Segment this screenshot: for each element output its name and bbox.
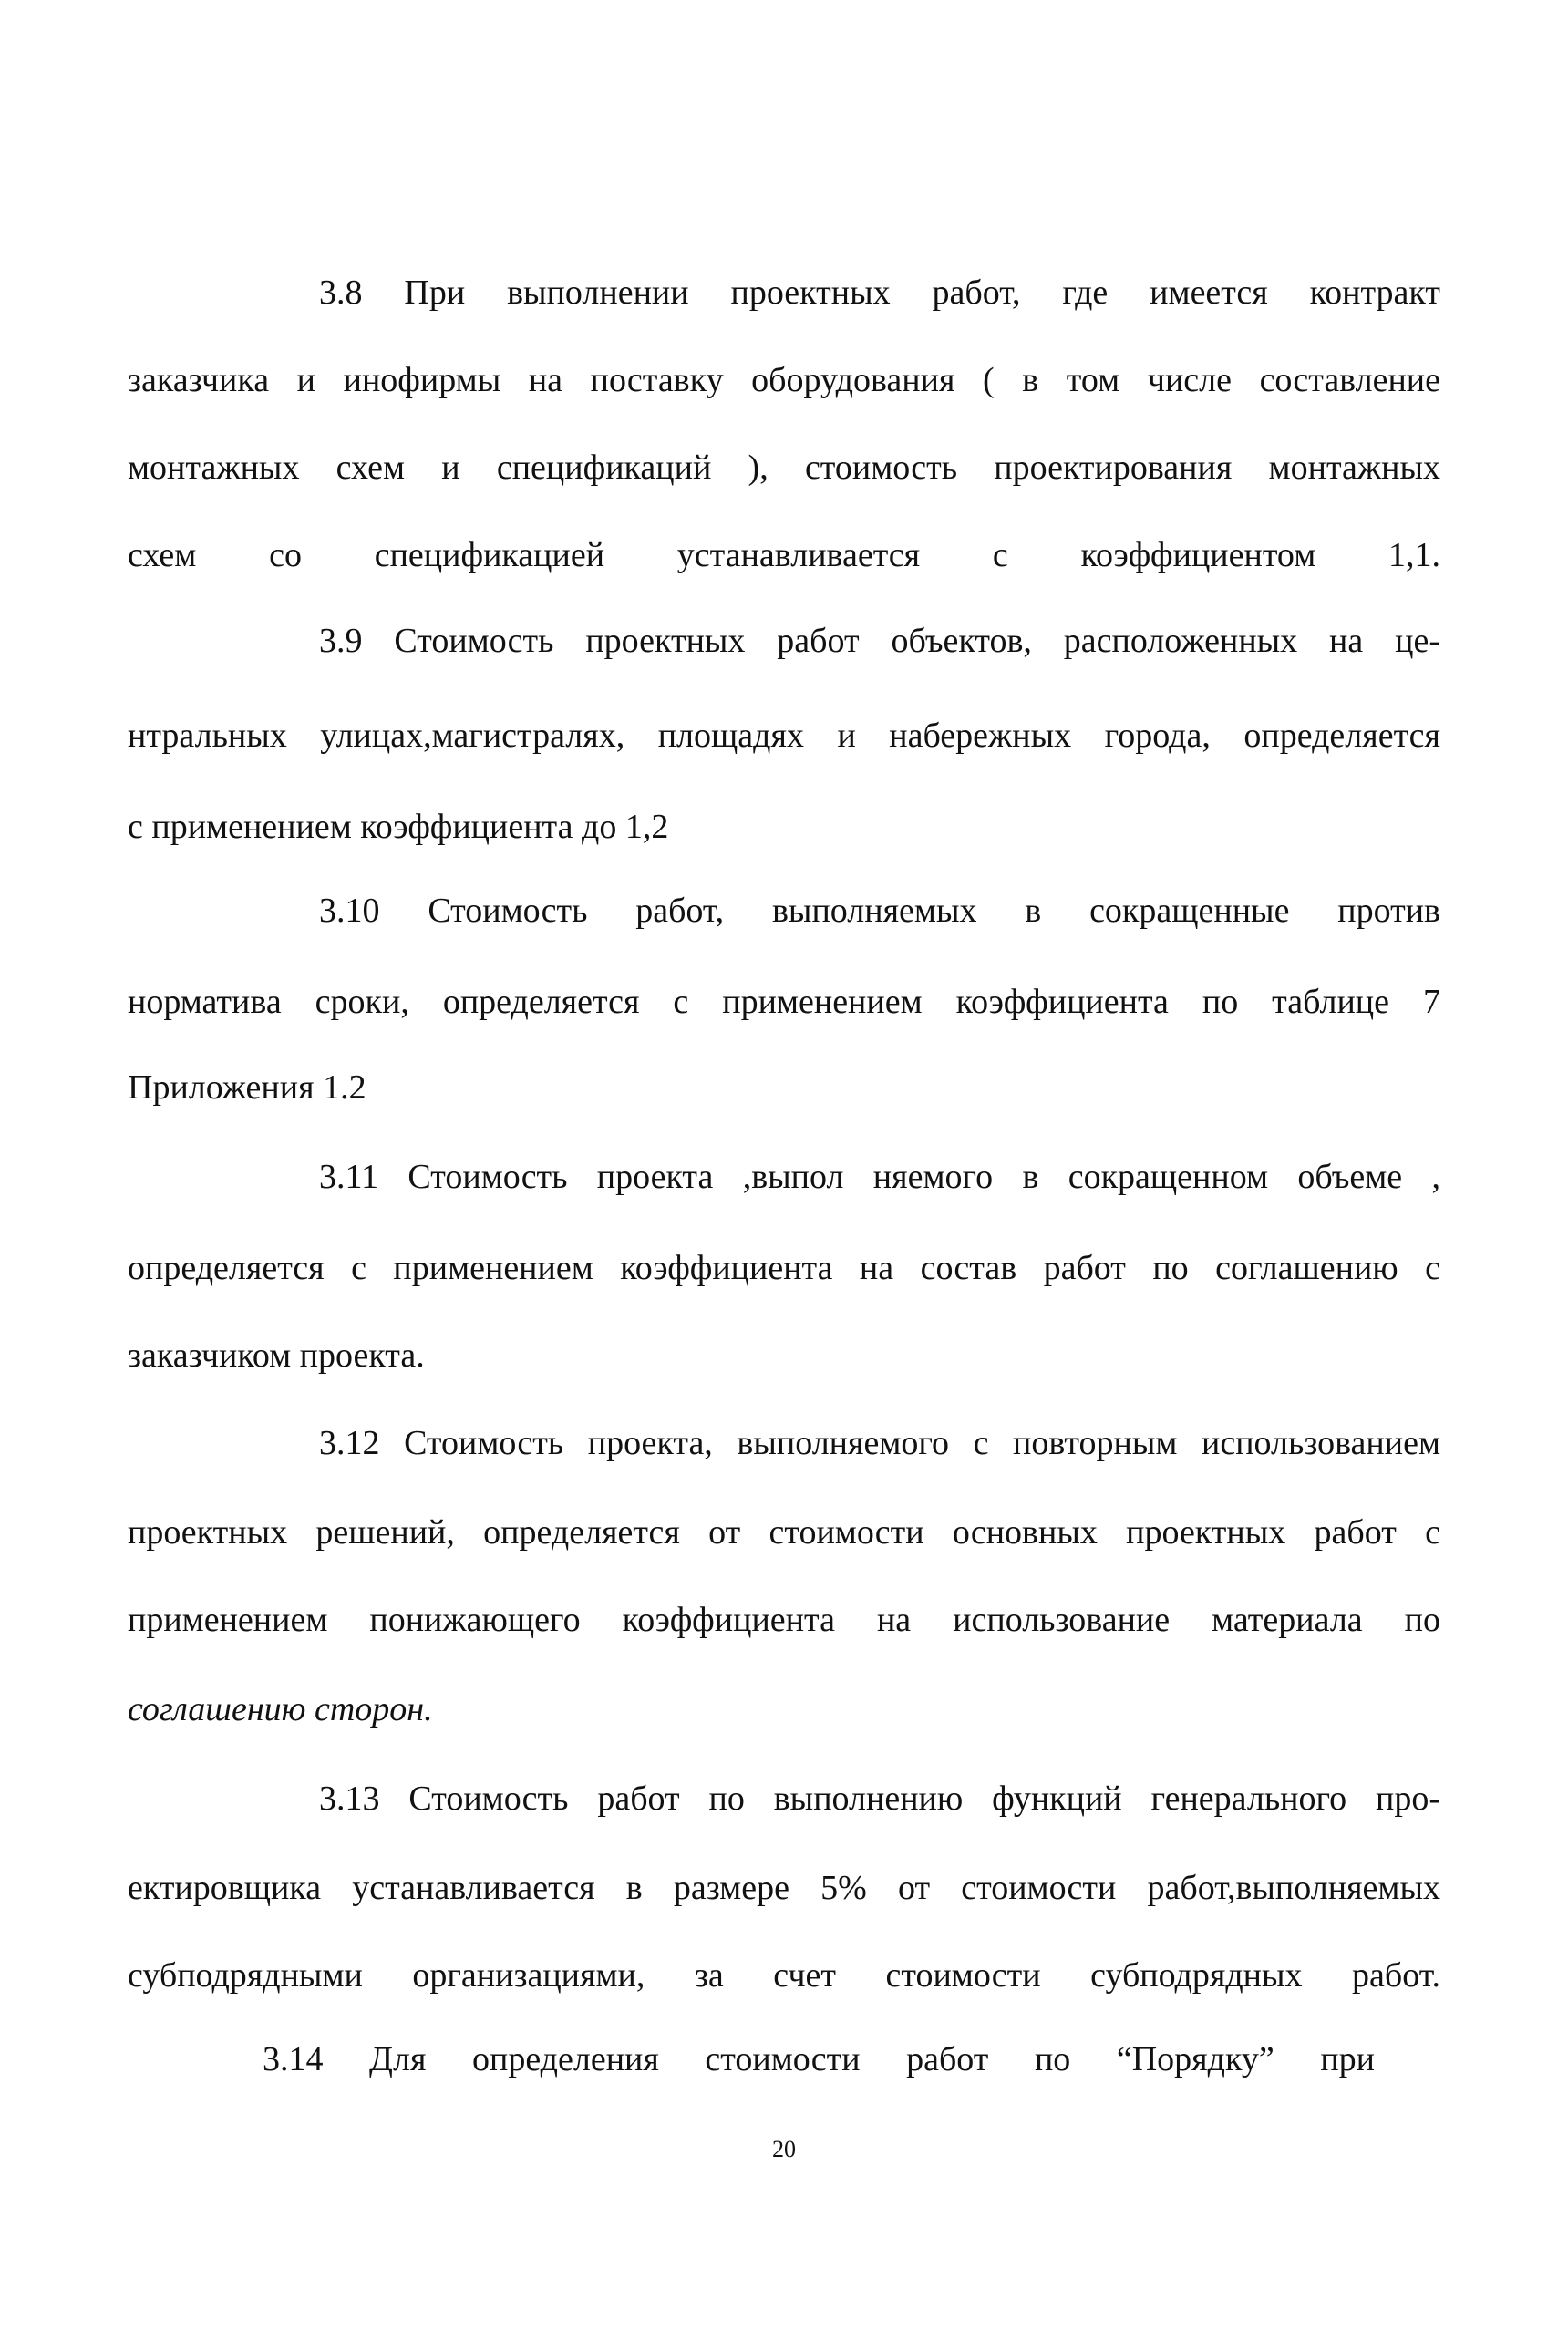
paragraph-3-10-line-3: Приложения 1.2	[128, 1068, 366, 1107]
paragraph-3-12-line-3: применением понижающего коэффициента на использование материала по	[128, 1601, 1440, 1639]
paragraph-3-8-line-4: схем со спецификацией устанавливается с коэффициентом 1,1.	[128, 536, 1440, 574]
paragraph-3-10-line-2: норматива сроки, определяется с применением коэффициента по таблице 7	[128, 983, 1440, 1021]
paragraph-3-14-line-1: 3.14 Для определения стоимости работ по “Порядку” при	[263, 2040, 1375, 2078]
paragraph-3-12-line-1: 3.12 Стоимость проекта, выполняемого с повторным использованием	[319, 1424, 1440, 1462]
paragraph-3-12-line-4: соглашению сторон.	[128, 1690, 433, 1728]
paragraph-3-8-line-2: заказчика и инофирмы на поставку оборудования ( в том числе составление	[128, 361, 1440, 399]
paragraph-3-11-line-3: заказчиком проекта.	[128, 1336, 425, 1375]
paragraph-3-11-line-1: 3.11 Стоимость проекта ,выпол няемого в сокращенном объеме ,	[319, 1158, 1440, 1196]
paragraph-3-10-line-1: 3.10 Стоимость работ, выполняемых в сокращенные против	[319, 892, 1440, 930]
paragraph-3-11-line-2: определяется с применением коэффициента на состав работ по соглашению с	[128, 1249, 1440, 1287]
paragraph-3-12-line-2: проектных решений, определяется от стоимости основных проектных работ с	[128, 1513, 1440, 1552]
page-number: 20	[772, 2136, 796, 2162]
paragraph-3-9-line-2: нтральных улицах,магистралях, площадях и набережных города, определяется	[128, 717, 1440, 755]
paragraph-3-13-line-3: субподрядными организациями, за счет стоимости субподрядных работ.	[128, 1956, 1440, 1995]
paragraph-3-13-line-1: 3.13 Стоимость работ по выполнению функций генерального про-	[319, 1779, 1440, 1818]
paragraph-3-9-line-3: с применением коэффициента до 1,2	[128, 808, 669, 846]
paragraph-3-8-line-3: монтажных схем и спецификаций ), стоимость проектирования монтажных	[128, 449, 1440, 487]
paragraph-3-8-line-1: 3.8 При выполнении проектных работ, где имеется контракт	[319, 273, 1440, 312]
paragraph-3-13-line-2: ектировщика устанавливается в размере 5% от стоимости работ,выполняемых	[128, 1869, 1440, 1907]
paragraph-3-9-line-1: 3.9 Стоимость проектных работ объектов, расположенных на це-	[319, 622, 1440, 660]
